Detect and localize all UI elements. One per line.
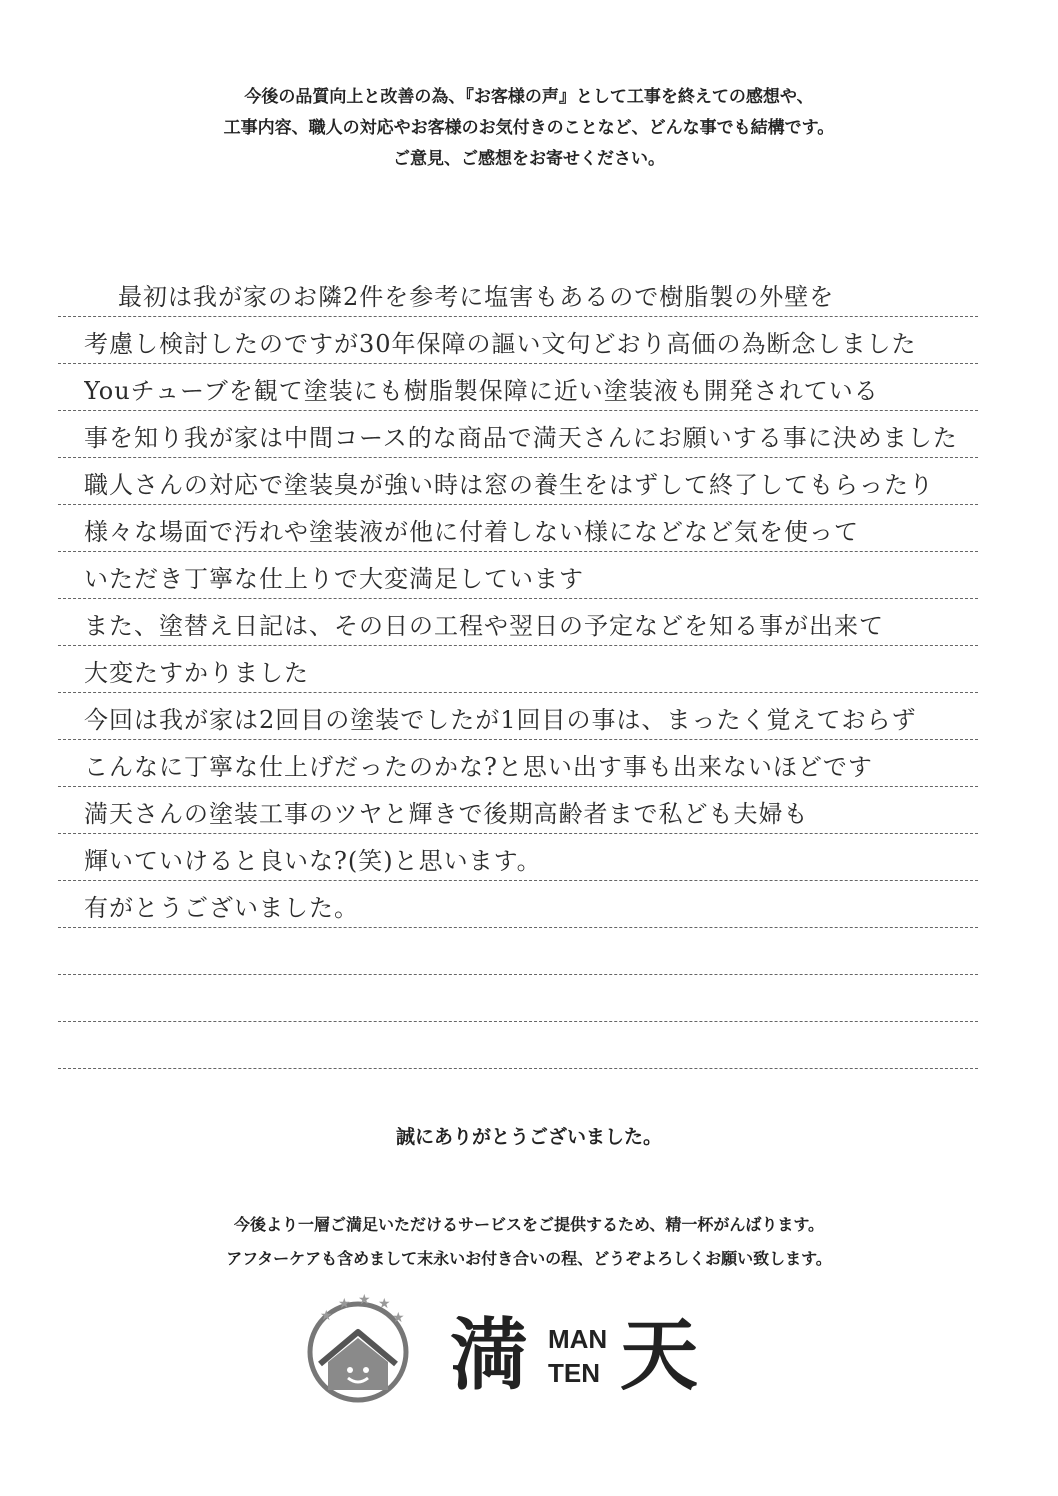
ruled-line xyxy=(58,458,978,505)
manten-logo-graphic xyxy=(300,1290,760,1410)
handwritten-comment-area xyxy=(58,270,978,1069)
handwritten-text: Youチューブを観て塗装にも樹脂製保障に近い塗装液も開発されている xyxy=(84,377,879,405)
ruled-line xyxy=(58,646,978,693)
ruled-line xyxy=(58,787,978,834)
handwritten-text: 輝いていけると良いな?(笑)と思います。 xyxy=(84,847,542,875)
handwritten-text: 今回は我が家は2回目の塗装でしたが1回目の事は、まったく覚えておらず xyxy=(84,706,917,734)
ruled-line xyxy=(58,599,978,646)
handwritten-text: 最初は我が家のお隣2件を参考に塩害もあるので樹脂製の外壁を xyxy=(118,283,835,311)
ruled-line xyxy=(58,505,978,552)
ruled-line xyxy=(58,834,978,881)
svg-text:★: ★ xyxy=(392,1310,405,1326)
logo-roman-man: MAN xyxy=(548,1324,608,1354)
thank-you-message: 誠にありがとうございました。 xyxy=(395,1126,662,1148)
ruled-line xyxy=(58,411,978,458)
svg-text:★: ★ xyxy=(320,1308,333,1324)
closing-line-1: 今後より一層ご満足いただけるサービスをご提供するため、精一杯がんばります。 xyxy=(233,1215,825,1234)
ruled-line xyxy=(58,693,978,740)
closing-line-2: アフターケアも含めまして末永いお付き合いの程、どうぞよろしくお願い致します。 xyxy=(226,1249,832,1268)
handwritten-text: 職人さんの対応で塗装臭が強い時は窓の養生をはずして終了してもらったり xyxy=(84,471,934,499)
ruled-line xyxy=(58,881,978,928)
logo-roman-ten: TEN xyxy=(548,1358,600,1388)
manten-logo xyxy=(300,1290,760,1410)
header-line-1: 今後の品質向上と改善の為、『お客様の声』として工事を終えての感想や、 xyxy=(244,87,814,107)
handwritten-text: 事を知り我が家は中間コース的な商品で満天さんにお願いする事に決めました xyxy=(84,424,958,452)
svg-text:★: ★ xyxy=(358,1292,371,1308)
ruled-line xyxy=(58,552,978,599)
ruled-line xyxy=(58,928,978,975)
header-line-2: 工事内容、職人の対応やお客様のお気付きのことなど、どんな事でも結構です。 xyxy=(223,118,835,138)
instructions-header xyxy=(0,82,1058,175)
ruled-line xyxy=(58,317,978,364)
svg-text:★: ★ xyxy=(338,1296,351,1312)
ruled-line xyxy=(58,270,978,317)
ruled-line xyxy=(58,1022,978,1069)
ruled-line xyxy=(58,364,978,411)
handwritten-text: 大変たすかりました xyxy=(84,659,309,687)
handwritten-text: いただき丁寧な仕上りで大変満足しています xyxy=(84,565,584,593)
handwritten-text: こんなに丁寧な仕上げだったのかな?と思い出す事も出来ないほどです xyxy=(84,753,873,781)
closing-message xyxy=(0,1208,1058,1276)
logo-kanji-man: 満 xyxy=(450,1311,529,1401)
ruled-line xyxy=(58,740,978,787)
handwritten-text: 満天さんの塗装工事のツヤと輝きで後期高齢者まで私ども夫婦も xyxy=(84,800,809,828)
svg-text:★: ★ xyxy=(378,1296,391,1312)
handwritten-text: 様々な場面で汚れや塗装液が他に付着しない様になどなど気を使って xyxy=(84,518,859,546)
handwritten-text: 考慮し検討したのですが30年保障の謳い文句どおり高価の為断念しました xyxy=(84,330,917,358)
handwritten-text: また、塗替え日記は、その日の工程や翌日の予定などを知る事が出来て xyxy=(84,612,884,640)
house-stars-icon xyxy=(310,1292,406,1400)
handwritten-text: 有がとうございました。 xyxy=(84,894,359,922)
logo-kanji-ten: 天 xyxy=(620,1311,699,1401)
header-line-3: ご意見、ご感想をお寄せください。 xyxy=(393,149,665,169)
ruled-line xyxy=(58,975,978,1022)
